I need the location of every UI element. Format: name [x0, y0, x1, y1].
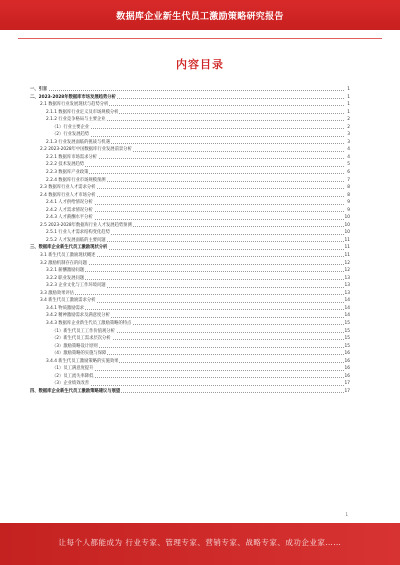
toc-entry-text: 2.2.4 数据库行业市场规模预测	[46, 177, 106, 183]
footer-bar	[0, 523, 400, 565]
table-of-contents	[30, 86, 350, 395]
toc-entry[interactable]	[30, 297, 350, 305]
toc-leader-dots	[46, 173, 344, 174]
toc-entry-page: 5	[347, 162, 350, 168]
toc-entry-page: 15	[344, 320, 350, 326]
toc-entry[interactable]	[30, 358, 350, 366]
toc-leader-dots	[46, 166, 344, 167]
toc-entry-text: 2.2.3 数据库产业政策	[46, 170, 89, 176]
toc-entry-page: 15	[344, 328, 350, 334]
toc-leader-dots	[46, 309, 344, 310]
toc-entry[interactable]	[30, 244, 350, 252]
toc-leader-dots	[52, 136, 344, 137]
toc-entry-text: 3.4.4 新生代员工激励策略的实施效果	[46, 358, 119, 364]
toc-entry-page: 14	[344, 298, 350, 304]
toc-entry[interactable]	[30, 131, 350, 139]
toc-entry[interactable]	[30, 169, 350, 177]
toc-heading: 内容目录	[176, 58, 224, 71]
toc-entry[interactable]	[30, 320, 350, 328]
toc-entry[interactable]	[30, 312, 350, 320]
toc-entry-text: （3）激励策略设计原则	[52, 343, 98, 349]
toc-leader-dots	[46, 279, 344, 280]
toc-entry-text: 2.4.3 人才薪酬水平分析	[46, 215, 93, 221]
toc-entry[interactable]	[30, 290, 350, 298]
toc-entry-text: （4）激励策略的实施与保障	[52, 351, 107, 357]
toc-leader-dots	[52, 377, 344, 378]
toc-entry-page: 8	[347, 185, 350, 191]
toc-entry[interactable]	[30, 252, 350, 260]
toc-entry-text: 3.4.3 数据库企业新生代员工激励策略的特点	[46, 320, 132, 326]
toc-entry-text: 2.2.1 数据库市场需求分析	[46, 154, 97, 160]
toc-entry-text: 2.1 数据库行业发展现状与趋势分析	[40, 102, 109, 108]
toc-entry-text: 2.2.2 技术发展趋势	[46, 162, 85, 168]
toc-entry[interactable]	[30, 192, 350, 200]
toc-entry[interactable]	[30, 335, 350, 343]
toc-entry[interactable]	[30, 388, 350, 396]
toc-entry[interactable]	[30, 94, 350, 102]
toc-entry[interactable]	[30, 124, 350, 132]
toc-leader-dots	[52, 385, 344, 386]
toc-entry-page: 15	[344, 336, 350, 342]
toc-entry-page: 1	[347, 102, 350, 108]
toc-entry-text: 二、2023-2028年数据库市场发展趋势分析	[30, 94, 116, 100]
toc-entry-page: 4	[347, 147, 350, 153]
toc-entry[interactable]	[30, 328, 350, 336]
toc-entry-text: （2）新生代员工需求层次分析	[52, 336, 111, 342]
toc-entry[interactable]	[30, 305, 350, 313]
toc-entry-page: 7	[347, 177, 350, 183]
toc-entry[interactable]	[30, 177, 350, 185]
toc-entry-text: （1）行业主要企业	[52, 124, 90, 130]
header-divider	[18, 38, 382, 39]
toc-entry-text: 2.5.1 行业人才需求结构变化趋势	[46, 230, 110, 236]
toc-entry-text: 3.4.2 精神激励需求及满意度分析	[46, 313, 110, 319]
toc-entry-page: 2	[347, 124, 350, 130]
toc-entry[interactable]	[30, 343, 350, 351]
toc-entry[interactable]	[30, 237, 350, 245]
toc-entry-text: 3.2.1 薪酬激励问题	[46, 268, 85, 274]
toc-entry[interactable]	[30, 229, 350, 237]
toc-entry-text: 2.5 2023-2028年数据库行业人才发展趋势预测	[40, 222, 132, 228]
toc-entry[interactable]	[30, 350, 350, 358]
toc-entry-text: 2.1.1 数据库行业定义及市场规模分析	[46, 109, 119, 115]
toc-entry[interactable]	[30, 282, 350, 290]
toc-entry[interactable]	[30, 260, 350, 268]
toc-entry-page: 1	[347, 87, 350, 92]
toc-entry[interactable]	[30, 184, 350, 192]
toc-entry-page: 10	[344, 222, 350, 228]
toc-leader-dots	[52, 128, 344, 129]
toc-entry[interactable]	[30, 275, 350, 283]
toc-entry-page: 14	[344, 305, 350, 311]
toc-entry-page: 16	[344, 351, 350, 357]
toc-entry-text: 2.4 数据库行业人才市场分析	[40, 192, 96, 198]
toc-entry-text: （1）新生代员工工作价值观分析	[52, 328, 115, 334]
toc-entry-page: 8	[347, 192, 350, 198]
report-title: 数据库企业新生代员工激励策略研究报告	[116, 12, 284, 22]
toc-entry-text: 3.2 激励机制存在的问题	[40, 260, 87, 266]
toc-entry[interactable]	[30, 199, 350, 207]
toc-entry-text: 2.4.1 人才供给情况分析	[46, 200, 93, 206]
toc-entry[interactable]	[30, 116, 350, 124]
toc-entry-text: （2）行业发展趋势	[52, 132, 90, 138]
toc-leader-dots	[30, 90, 344, 91]
toc-entry-text: 2.1.3 行业发展面临的挑战与机遇	[46, 139, 110, 145]
toc-entry-page: 9	[347, 200, 350, 206]
toc-entry-page: 11	[344, 245, 350, 251]
page-number: 1	[345, 512, 348, 517]
toc-leader-dots	[52, 370, 344, 371]
toc-entry-text: 四、数据库企业新生代员工激励策略建议与展望	[30, 388, 121, 394]
toc-entry-page: 1	[347, 94, 350, 100]
toc-entry[interactable]	[30, 214, 350, 222]
toc-entry-text: 2.1.2 行业竞争格局与主要企业	[46, 117, 106, 123]
toc-entry-page: 9	[347, 207, 350, 213]
toc-entry[interactable]	[30, 86, 350, 94]
toc-entry-page: 13	[344, 290, 350, 296]
toc-entry[interactable]	[30, 154, 350, 162]
toc-entry-text: 2.3 数据库行业人才需求分析	[40, 185, 96, 191]
toc-entry-text: （2）员工流失率降低	[52, 373, 94, 379]
toc-leader-dots	[40, 294, 344, 295]
toc-entry-text: 2.5.2 人才发展面临的主要问题	[46, 237, 106, 243]
toc-entry-text: （1）员工满意度提升	[52, 366, 94, 372]
toc-entry-page: 15	[344, 343, 350, 349]
toc-entry-page: 16	[344, 366, 350, 372]
toc-entry-text: 三、数据库企业新生代员工激励现状分析	[30, 245, 108, 251]
toc-entry-text: 3.2.2 职业发展问题	[46, 275, 85, 281]
toc-entry-text: 3.4.1 物质激励需求	[46, 305, 85, 311]
toc-entry-page: 10	[344, 215, 350, 221]
toc-entry[interactable]	[30, 365, 350, 373]
toc-entry-text: 一、引言	[30, 87, 48, 92]
toc-entry-page: 17	[344, 381, 350, 387]
toc-entry[interactable]	[30, 222, 350, 230]
toc-entry-page: 3	[347, 139, 350, 145]
toc-entry-page: 11	[344, 237, 350, 243]
toc-entry[interactable]	[30, 267, 350, 275]
toc-entry-page: 10	[344, 230, 350, 236]
toc-entry[interactable]	[30, 139, 350, 147]
toc-entry-text: 3.2.3 企业文化与工作环境问题	[46, 283, 106, 289]
toc-entry-text: （3）企业绩效改善	[52, 381, 90, 387]
toc-entry[interactable]	[30, 373, 350, 381]
toc-entry-page: 1	[347, 109, 350, 115]
toc-entry[interactable]	[30, 146, 350, 154]
toc-entry[interactable]	[30, 101, 350, 109]
toc-entry[interactable]	[30, 380, 350, 388]
header-bar	[0, 0, 400, 30]
toc-entry-text: 3.4 新生代员工激励需求分析	[40, 298, 96, 304]
toc-leader-dots	[46, 271, 344, 272]
toc-entry[interactable]	[30, 207, 350, 215]
toc-entry-page: 6	[347, 170, 350, 176]
toc-entry-page: 12	[344, 260, 350, 266]
toc-entry-text: 3.3 激励效果评估	[40, 290, 74, 296]
toc-entry-page: 13	[344, 275, 350, 281]
toc-entry[interactable]	[30, 161, 350, 169]
toc-entry-text: 2.4.2 人才需求情况分析	[46, 207, 93, 213]
toc-entry-page: 11	[344, 253, 350, 259]
toc-entry-page: 13	[344, 283, 350, 289]
toc-entry-text: 3.1 新生代员工激励现状概述	[40, 253, 96, 259]
toc-entry-page: 12	[344, 268, 350, 274]
toc-entry-page: 16	[344, 373, 350, 379]
toc-entry-page: 17	[344, 388, 350, 394]
toc-entry-page: 16	[344, 358, 350, 364]
toc-entry-text: 2.2 2023-2028年中国数据库行业发展前景分析	[40, 147, 132, 153]
toc-entry-page: 4	[347, 154, 350, 160]
toc-entry-page: 2	[347, 117, 350, 123]
toc-entry[interactable]	[30, 109, 350, 117]
toc-entry-page: 3	[347, 132, 350, 138]
toc-entry-page: 14	[344, 313, 350, 319]
footer-slogan: 让每个人都能成为 行业专家、管理专家、营销专家、战略专家、成功企业家……	[58, 538, 342, 547]
